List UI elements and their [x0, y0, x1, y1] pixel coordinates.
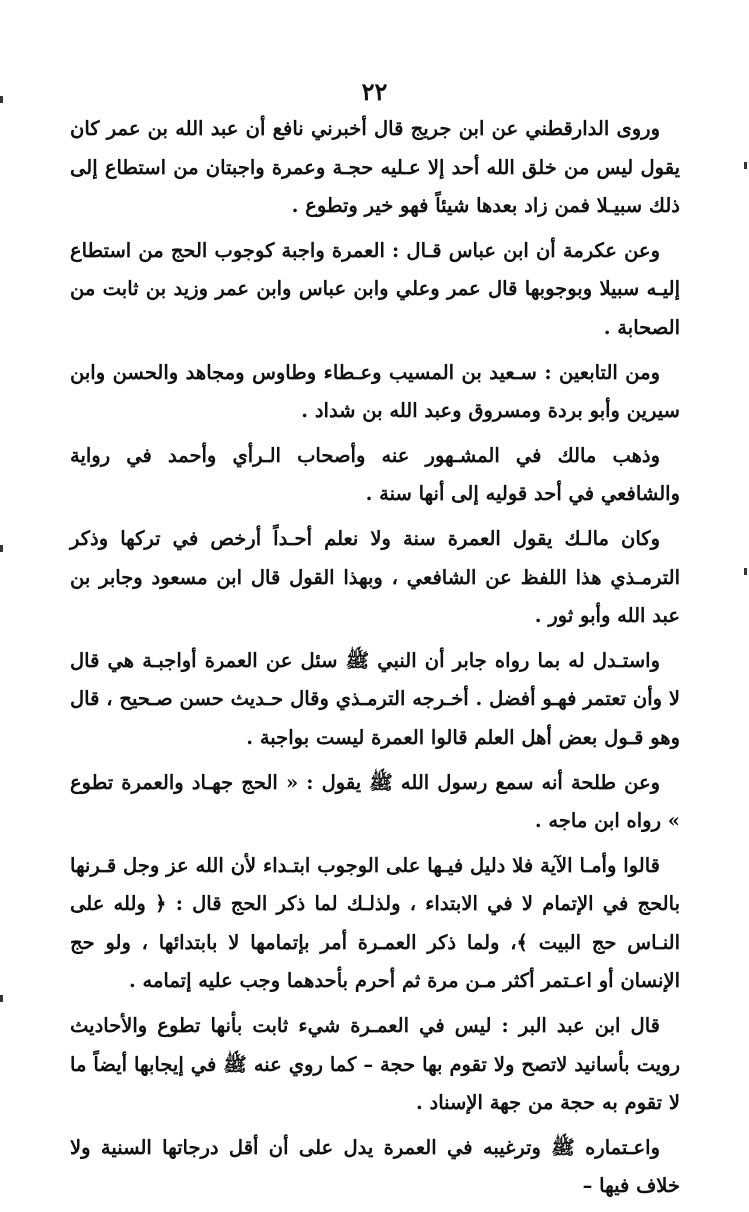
- paragraph: [70, 354, 680, 431]
- paragraph: [70, 1007, 680, 1123]
- body-text: [70, 110, 680, 1212]
- paragraph-text: وذهب مالك في المشـهور عنه وأصحاب الـرأي وأحمد في رواية والشافعي في أحد قوليه إلى أنها سنة .: [70, 443, 680, 506]
- paragraph: [70, 847, 680, 1001]
- paragraph-text: واستـدل له بما رواه جابر أن النبي ﷺ سئل عن العمرة أواجبـة هي قال لا وأن تعتمر فهـو أفضل . أخـرجه الترمـذي وقال حـديث حسن صـحيح ، قال وهو قـول بعض أهل العلم قالوا العمرة ليست بواجبة .: [70, 648, 680, 749]
- scan-edge-mark: [0, 545, 3, 552]
- paragraph: [70, 110, 680, 226]
- paragraph-text: وكان مالـك يقول العمرة سنة ولا نعلم أحـداً أرخص في تركها وذكر الترمـذي هذا اللفظ عن الشافعي ، وبهذا القول قال ابن مسعود وجابر بن عبد الله وأبو ثور .: [70, 526, 680, 628]
- paragraph: [70, 437, 680, 514]
- scan-edge-mark: [0, 995, 3, 1002]
- scan-edge-mark: [744, 162, 747, 169]
- page-number: ٢٢: [361, 77, 388, 106]
- paragraph-text: ومن التابعين : سـعيد بن المسيب وعـطاء وطاوس ومجاهد والحسن وابن سيرين وأبو بردة ومسروق وعبد الله بن شداد .: [70, 360, 680, 423]
- scan-edge-mark: [744, 568, 747, 575]
- paragraph: [70, 1129, 680, 1206]
- paragraph: [70, 520, 680, 636]
- paragraph-text: واعـتماره ﷺ وترغيبه في العمرة يدل على أن أقل درجاتها السنية ولا خلاف فيها –: [70, 1135, 680, 1198]
- paragraph: [70, 764, 680, 841]
- paragraph: [70, 642, 680, 758]
- scan-edge-mark: [0, 96, 3, 103]
- paragraph-text: قالوا وأمـا الآية فلا دليل فيـها على الوجوب ابتـداء لأن الله عز وجل قـرنها بالحج في الإتمام لا في الابتداء ، ولذلـك لما ذكر الحج قال : ﴿ ولله على النـاس حج البيت ﴾، ولما ذكر العمـرة أمر بإتمامها لا بابتدائها ، ولو حج الإنسان أو اعـتمر أكثر مـن مرة ثم أحرم بأحدهما وجب عليه إتمامه .: [70, 853, 680, 993]
- paragraph-text: وعن عكرمة أن ابن عباس قـال : العمرة واجبة كوجوب الحج من استطاع إليـه سبيلا وبوجوبها قال عمر وعلي وابن عباس وابن عمر وزيد بن ثابت من الصحابة .: [70, 238, 680, 339]
- paragraph-text: قال ابن عبد البر : ليس في العمـرة شيء ثابت بأنها تطوع والأحاديث رويت بأسانيد لاتصح ولا تقوم بها حجة – كما روي عنه ﷺ في إيجابها أيضاً ما لا تقوم به حجة من جهة الإسناد .: [70, 1014, 680, 1115]
- paragraph-text: وروى الدارقطني عن ابن جريج قال أخبرني نافع أن عبد الله بن عمر كان يقول ليس من خلق الله أحد إلا عـليه حجـة وعمرة واجبتان من استطاع إلى ذلك سبيـلا فمن زاد بعدها شيئاً فهو خير وتطوع .: [70, 117, 680, 218]
- paragraph-text: وعن طلحة أنه سمع رسول الله ﷺ يقول : « الحج جهـاد والعمرة تطوع » رواه ابن ماجه .: [70, 770, 680, 833]
- paragraph: [70, 232, 680, 348]
